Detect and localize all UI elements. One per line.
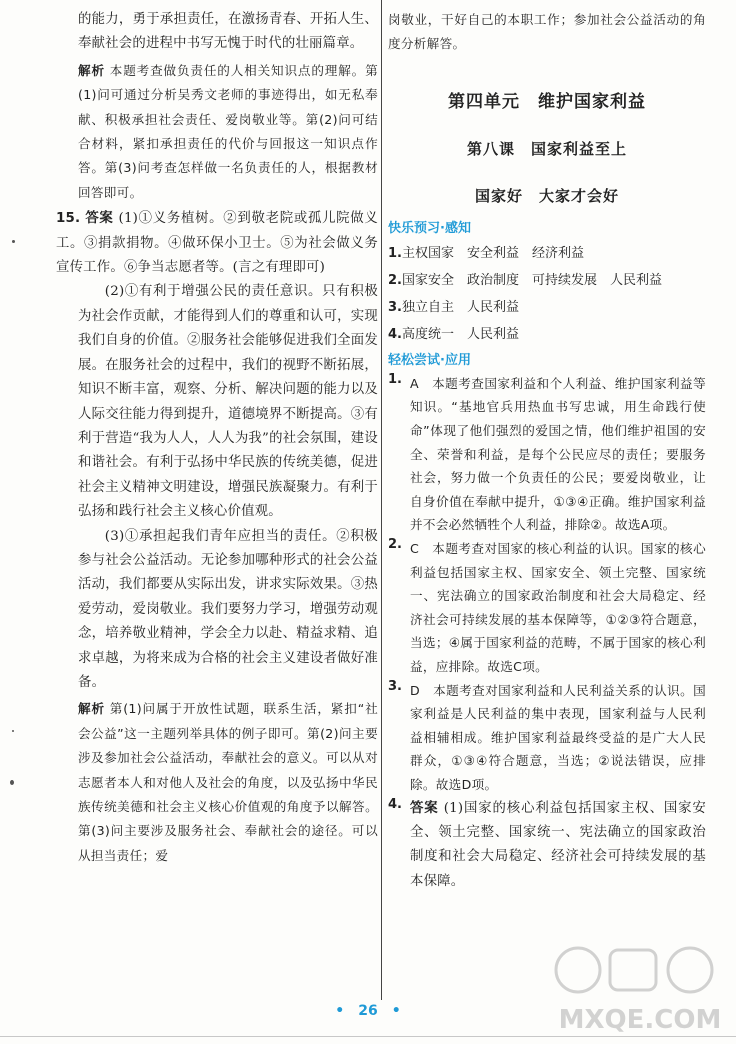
analysis-tag-2: 解析 (78, 701, 105, 717)
q3-number: 3. (388, 678, 402, 694)
preview-item: 2.国家安全 政治制度 可持续发展 人民利益 (388, 272, 662, 288)
page-number: • 26 • (335, 1003, 401, 1019)
analysis-14-text: 本题考查做负责任的人相关知识点的理解。第(1)问可通过分析吴秀文老师的事迹得出，如无私奉献、积极承担社会责任、爱岗敬业等。第(2)问可结合材料，紧扣承担责任的代价与回报这一知识点作答。第(3)问考查怎样做一名负责任的人，根据教材回答即可。 (78, 62, 379, 200)
section-preview-heading: 快乐预习·感知 (388, 220, 471, 236)
q15-answer-2: (2)①有利于增强公民的责任意识。只有积极为社会作贡献，才能得到人们的尊重和认可，实现我们自身的价值。②服务社会能够促进我们全面发展。在服务社会的过程中，我们的视野不断拓展，知识不断丰富，观察、分析、解决问题的能力以及人际交往能力得到提升，道德境界不断提高。③有利于营造“我为人人，人人为我”的社会氛围，建设和谐社会。有利于弘扬中华民族的传统美德，促进社会主义精神文明建设，增强民族凝聚力。有利于弘扬和践行社会主义核心价值观。 (78, 284, 378, 520)
topic-title: 国家好 大家才会好 (474, 186, 619, 205)
answer-tag: 答案 (85, 211, 114, 227)
preview-item: 4.高度统一 人民利益 (388, 326, 519, 342)
practice-q1 (388, 372, 706, 537)
q3-text: D 本题考查对国家利益和人民利益关系的认识。国家利益是人民利益的集中表现，国家利益与人民利益相辅相成。维护国家利益最终受益的是广大人民群众，①③④符合题意，当选；②说法错误，应排除。故选D项。 (410, 682, 706, 792)
margin-speck (12, 240, 15, 243)
practice-q4 (388, 797, 706, 895)
unit-title: 第四单元 维护国家利益 (448, 91, 646, 112)
left-column (56, 8, 379, 868)
q4-text: (1)国家的核心利益包括国家主权、国家安全、领土完整、国家统一、宪法确立的国家政治制度和社会大局稳定、经济社会可持续发展的基本保障。 (410, 800, 707, 889)
practice-q3 (388, 679, 706, 797)
column-divider (381, 0, 382, 1000)
watermark-text: MXQE.COM (558, 1005, 722, 1035)
q15-answer-1-text: (1)①义务植树。②到敬老院或孤儿院做义工。③捐款捐物。④做环保小卫士。⑤为社会做义务宣传工作。⑥争当志愿者等。(言之有理即可) (56, 211, 378, 276)
q15-number: 15. (56, 211, 81, 227)
preview-item: 1.主权国家 安全利益 经济利益 (388, 245, 584, 261)
q2-text: C 本题考查对国家的核心利益的认识。国家的核心利益包括国家主权、国家安全、领土完整、国家统一、宪法确立的国家政治制度和社会大局稳定、经济社会可持续发展的基本保障等，①②③符合题意，当选；④属于国家利益的范畴，不属于国家的核心利益，应排除。故选C项。 (410, 540, 706, 674)
q2-number: 2. (388, 536, 402, 552)
analysis-tag: 解析 (78, 62, 105, 78)
q4-number: 4. (388, 796, 402, 812)
right-column (388, 8, 706, 894)
margin-speck (12, 730, 14, 732)
question-15 (56, 207, 378, 695)
preview-item: 3.独立自主 人民利益 (388, 299, 519, 315)
right-continued-text: 岗敬业，干好自己的本职工作；参加社会公益活动的角度分析解答。 (388, 12, 706, 52)
answer-tag-q4: 答案 (410, 800, 439, 816)
q4-answer (410, 797, 706, 895)
q1-number: 1. (388, 371, 402, 387)
left-continued-text: 的能力，勇于承担责任，在激扬青春、开拓人生、奉献社会的进程中书写无愧于时代的壮丽篇章。 (78, 12, 378, 52)
preview-list (388, 240, 706, 348)
analysis-15 (78, 697, 378, 868)
watermark-logo-icon (540, 940, 736, 1040)
lesson-title: 第八课 国家利益至上 (466, 139, 627, 158)
analysis-14 (78, 59, 378, 205)
practice-q2 (388, 537, 706, 679)
q15-answer-1 (56, 207, 378, 280)
section-practice-heading: 轻松尝试·应用 (388, 352, 471, 368)
analysis-15-text: 第(1)问属于开放性试题，联系生活，紧扣“社会公益”这一主题列举具体的例子即可。第(2)问主要涉及参加社会公益活动，奉献社会的意义。可以从对志愿者本人和对他人及社会的角度，以及弘扬中华民族传统美德和社会主义核心价值观的角度予以解答。第(3)问主要涉及服务社会、奉献社会的途径。可以从担当责任；爱 (78, 701, 378, 863)
q15-answer-3: (3)①承担起我们青年应担当的责任。②积极参与社会公益活动。无论参加哪种形式的社会公益活动，我们都要从实际出发，讲求实际效果。③热爱劳动，爱岗敬业。我们要努力学习，增强劳动观念，培养敬业精神，学会全力以赴、精益求精、追求卓越，为将来成为合格的社会主义建设者做好准备。 (78, 528, 378, 690)
margin-speck (10, 780, 14, 785)
q1-text: A 本题考查国家利益和个人利益、维护国家利益等知识。“基地官兵用热血书写忠诚，用生命践行使命”体现了他们强烈的爱国之情，他们维护祖国的安全、荣誉和利益，是每个公民应尽的责任；要服务社会，努力做一个负责任的公民；要爱岗敬业，让自身价值在奉献中提升，①③④正确。维护国家利益并不会必然牺牲个人利益，排除②。故选A项。 (410, 375, 706, 533)
